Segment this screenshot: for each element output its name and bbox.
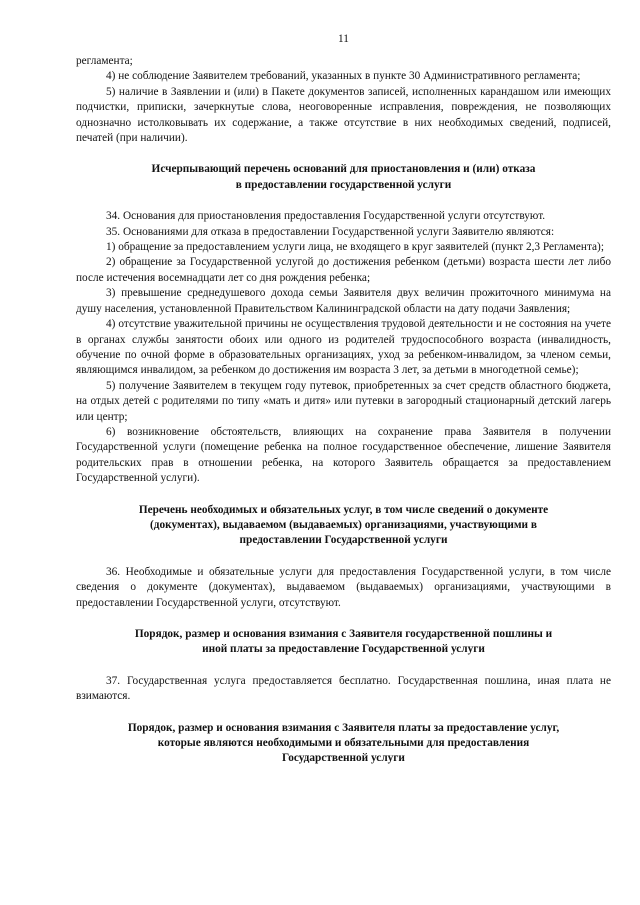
section-heading-suspension-refusal bbox=[76, 162, 611, 193]
heading-line: предоставлении Государственной услуги bbox=[239, 534, 448, 547]
heading-line: (документах), выдаваемом (выдаваемых) организациями, участвующими в bbox=[150, 518, 537, 531]
heading-line: Исчерпывающий перечень оснований для приостановления и (или) отказа bbox=[151, 163, 536, 176]
paragraph-regulation-tail: регламента; bbox=[76, 55, 133, 67]
paragraph-34: 34. Основания для приостановления предоставления Государственной услуги отсутствуют. bbox=[106, 210, 546, 223]
refusal-reason-1: 1) обращение за предоставлением услуги лица, не входящего в круг заявителей (пункт 2,3 Регламента); bbox=[106, 241, 604, 254]
heading-line: которые являются необходимыми и обязательными для предоставления bbox=[157, 737, 530, 750]
heading-line: в предоставлении государственной услуги bbox=[235, 178, 452, 191]
heading-line: Порядок, размер и основания взимания с Заявителя платы за предоставление услуг, bbox=[127, 721, 560, 734]
refusal-reason-4: 4) отсутствие уважительной причины не осуществления трудовой деятельности и не состояния на учете в органах службы занятости обоих или одного из родителей трудоспособного возраста (инвалидность, обучение по очной форме в образовательных организациях, уход за ребенком-инвалидом, за членом семьи, являющимся инвалидом, за ребенком до достижения им возраста 3 лет, за детьми в многодетной семье); bbox=[76, 318, 611, 377]
page-number: 11 bbox=[338, 33, 349, 45]
heading-line: Государственной услуги bbox=[282, 752, 405, 765]
paragraph-item-5: 5) наличие в Заявлении и (или) в Пакете документов записей, исполненных карандашом или имеющих подчистки, приписки, зачеркнутые слова, неоговоренные исправления, повреждения, не позволяющих однозначно истолковывать их содержание, а также отсутствие в них необходимых сведений, подписей, печатей (при наличии). bbox=[76, 85, 611, 145]
refusal-reason-3: 3) превышение среднедушевого дохода семьи Заявителя двух величин прожиточного минимума на душу населения, установленной Правительством Калининградской области на дату подачи Заявления; bbox=[76, 287, 611, 315]
paragraph-item-4: 4) не соблюдение Заявителем требований, указанных в пункте 30 Административного регламента; bbox=[106, 70, 581, 83]
paragraph-35: 35. Основаниями для отказа в предоставлении Государственной услуги Заявителю являются: bbox=[106, 225, 555, 238]
heading-line: Перечень необходимых и обязательных услуг, в том числе сведений о документе bbox=[138, 503, 549, 516]
paragraph-36: 36. Необходимые и обязательные услуги для предоставления Государственной услуги, в том числе сведения о документе (документах), выдаваемом (выдаваемых) организациями, участвующими в предоставлении Государственной услуги, отсутствуют. bbox=[76, 565, 611, 609]
refusal-reason-6: 6) возникновение обстоятельств, влияющих на сохранение права Заявителя в получении Государственной услуги (помещение ребенка на полное государственное обеспечение, лишение Заявителя родительских прав в отношении ребенка, на которого Заявитель обращается за предоставлением Государственной услуги). bbox=[76, 425, 611, 485]
heading-line: Порядок, размер и основания взимания с Заявителя государственной пошлины и bbox=[134, 628, 553, 640]
heading-line: иной платы за предоставление Государственной услуги bbox=[202, 643, 485, 656]
section-heading-mandatory-services bbox=[76, 503, 611, 549]
paragraph-37: 37. Государственная услуга предоставляется бесплатно. Государственная пошлина, иная плата не взимаются. bbox=[76, 674, 611, 703]
refusal-reason-2: 2) обращение за Государственной услугой до достижения ребенком (детьми) возраста шести лет либо после истечения восемнадцати лет со дня рождения ребенка; bbox=[76, 256, 611, 284]
section-heading-payment-for-services bbox=[76, 721, 611, 767]
section-heading-state-duty bbox=[76, 627, 611, 658]
refusal-reason-5: 5) получение Заявителем в текущем году путевок, приобретенных за счет средств областного бюджета, на отдых детей с родителями по типу «мать и дитя» или путевки в загородный стационарный детский лагерь или центр; bbox=[76, 379, 611, 423]
